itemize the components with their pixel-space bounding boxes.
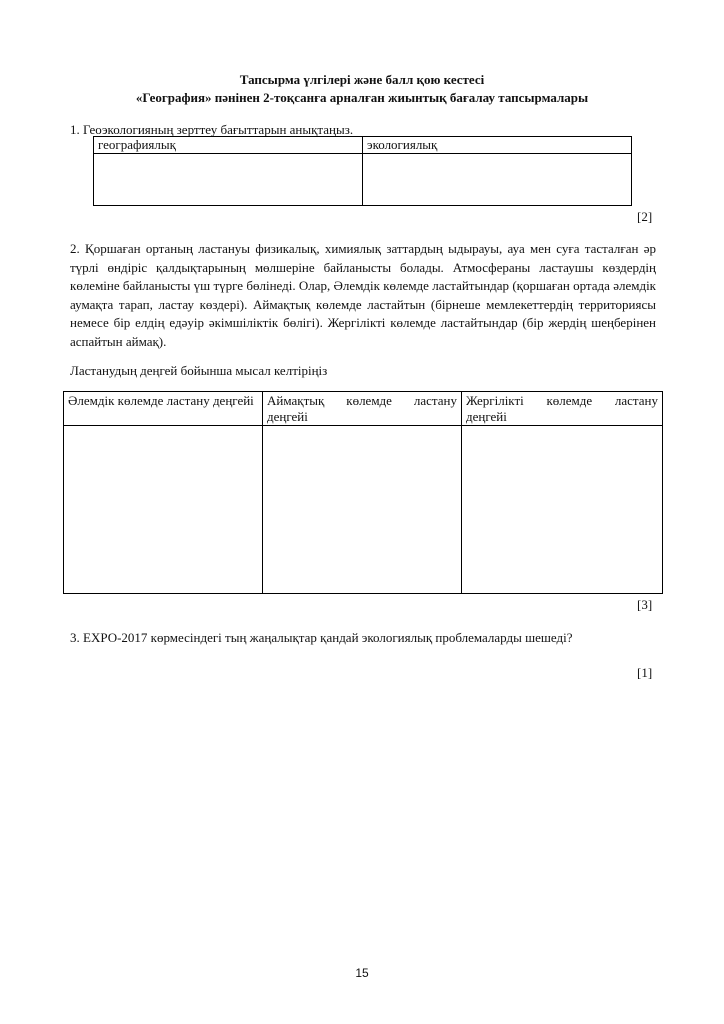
- task3-score: [1]: [637, 665, 653, 680]
- task1-col-geographic: географиялық: [94, 137, 363, 154]
- task1-answer-cell[interactable]: [363, 154, 632, 206]
- task1-col-ecological: экологиялық: [363, 137, 632, 154]
- task2-col-global: Әлемдік көлемде ластану деңгейі: [64, 392, 263, 426]
- page-number: 15: [355, 966, 369, 980]
- task2-score: [3]: [637, 597, 653, 612]
- task2-answer-cell[interactable]: [263, 426, 462, 594]
- task2-col-local: Жергілікті көлемде ластану деңгейі: [462, 392, 663, 426]
- task2-col-regional: Аймақтық көлемде ластану деңгейі: [263, 392, 462, 426]
- task1-table: [93, 136, 632, 206]
- page-subtitle: «География» пәнінен 2-тоқсанға арналған жиынтық бағалау тапсырмалары: [135, 90, 589, 105]
- task1-answer-cell[interactable]: [94, 154, 363, 206]
- task2-paragraph: 2. Қоршаған ортаның ластануы физикалық, химиялық заттардың ыдырауы, ауа мен суға тасталған әр түрлі өндіріс қалдықтарының мөлшеріне байланысты болады. Атмосфераны ластаушы көздердің көлеміне байланысты үш түрге бөлінеді. Олар, Әлемдік көлемде ластайтындар (қоршаған ортада әлемдік аумақта тарап, ластау көздері). Аймақтық көлемде ластайтын (бірнеше мемлекеттердің территориясы немесе бір елдің едәуір әкімшіліктік бөлігі). Жергілікті көлемде ластайтындар (бір жердің шеңберінен аспайтын аймақ).: [70, 241, 656, 349]
- task3-question: 3. ЕХРО-2017 көрмесіндегі тың жаңалықтар қандай экологиялық проблемаларды шешеді?: [70, 630, 573, 645]
- task2-prompt: Ластанудың деңгей бойынша мысал келтіріңіз: [70, 363, 328, 378]
- task1-score: [2]: [637, 209, 653, 224]
- task2-answer-cell[interactable]: [462, 426, 663, 594]
- task2-table: [63, 391, 663, 594]
- page-title: Тапсырма үлгілері және балл қою кестесі: [239, 72, 485, 87]
- task2-answer-cell[interactable]: [64, 426, 263, 594]
- task1-question: 1. Геоэкологияның зерттеу бағыттарын анықтаңыз.: [70, 122, 354, 137]
